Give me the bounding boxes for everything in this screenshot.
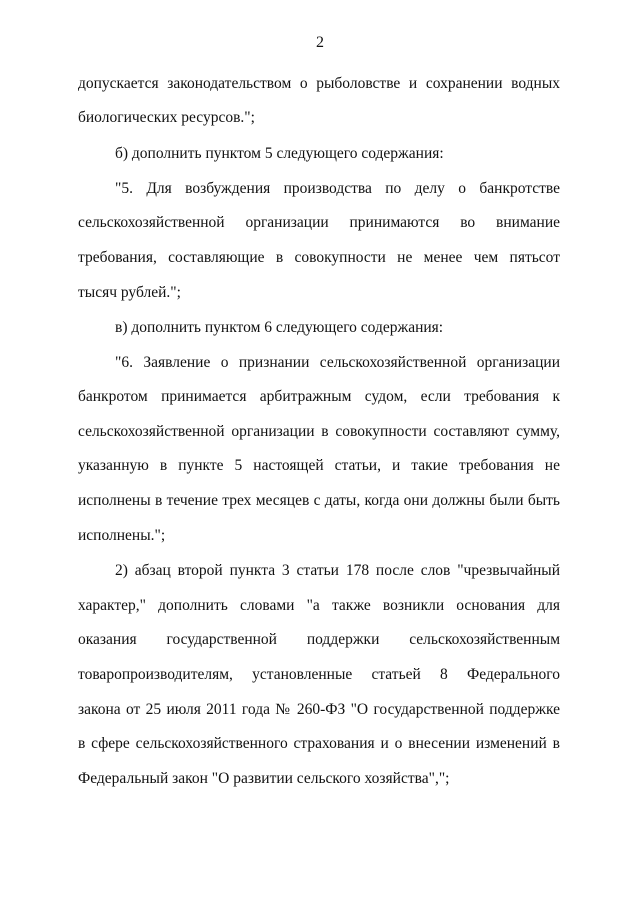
text-line: требования, составляющие в совокупности не менее чем пятьсот [78,249,560,266]
text-line: сельскохозяйственной организации в совокупности составляют сумму, [78,423,560,440]
text-line: сельскохозяйственной организации принимаются во внимание [78,214,560,231]
text-line: в) дополнить пунктом 6 следующего содержания: [115,319,444,336]
text-line: банкротом принимается арбитражным судом, если требования к [78,388,560,405]
text-line: тысяч рублей."; [78,284,181,301]
text-line: в сфере сельскохозяйственного страхования и о внесении изменений в [78,735,560,752]
text-line: товаропроизводителям, установленные статьей 8 Федерального [78,666,560,683]
text-line: Федеральный закон "О развитии сельского хозяйства","; [78,770,450,787]
text-line: б) дополнить пунктом 5 следующего содержания: [115,145,444,162]
text-line: оказания государственной поддержки сельскохозяйственным [78,631,560,648]
text-line: допускается законодательством о рыболовстве и сохранении водных [78,75,560,92]
text-line: исполнены в течение трех месяцев с даты, когда они должны были быть [78,492,560,509]
text-line: 2) абзац второй пункта 3 статьи 178 после слов "чрезвычайный [115,562,560,579]
text-line: "5. Для возбуждения производства по делу о банкротстве [115,180,560,197]
page-number: 2 [316,34,324,51]
text-line: характер," дополнить словами "а также возникли основания для [78,597,560,614]
text-line: биологических ресурсов."; [78,109,255,126]
text-line: исполнены."; [78,527,166,544]
text-line: указанную в пункте 5 настоящей статьи, и такие требования не [78,457,560,474]
text-line: закона от 25 июля 2011 года № 260-ФЗ "О государственной поддержке [78,701,560,718]
text-line: "6. Заявление о признании сельскохозяйственной организации [115,354,560,371]
